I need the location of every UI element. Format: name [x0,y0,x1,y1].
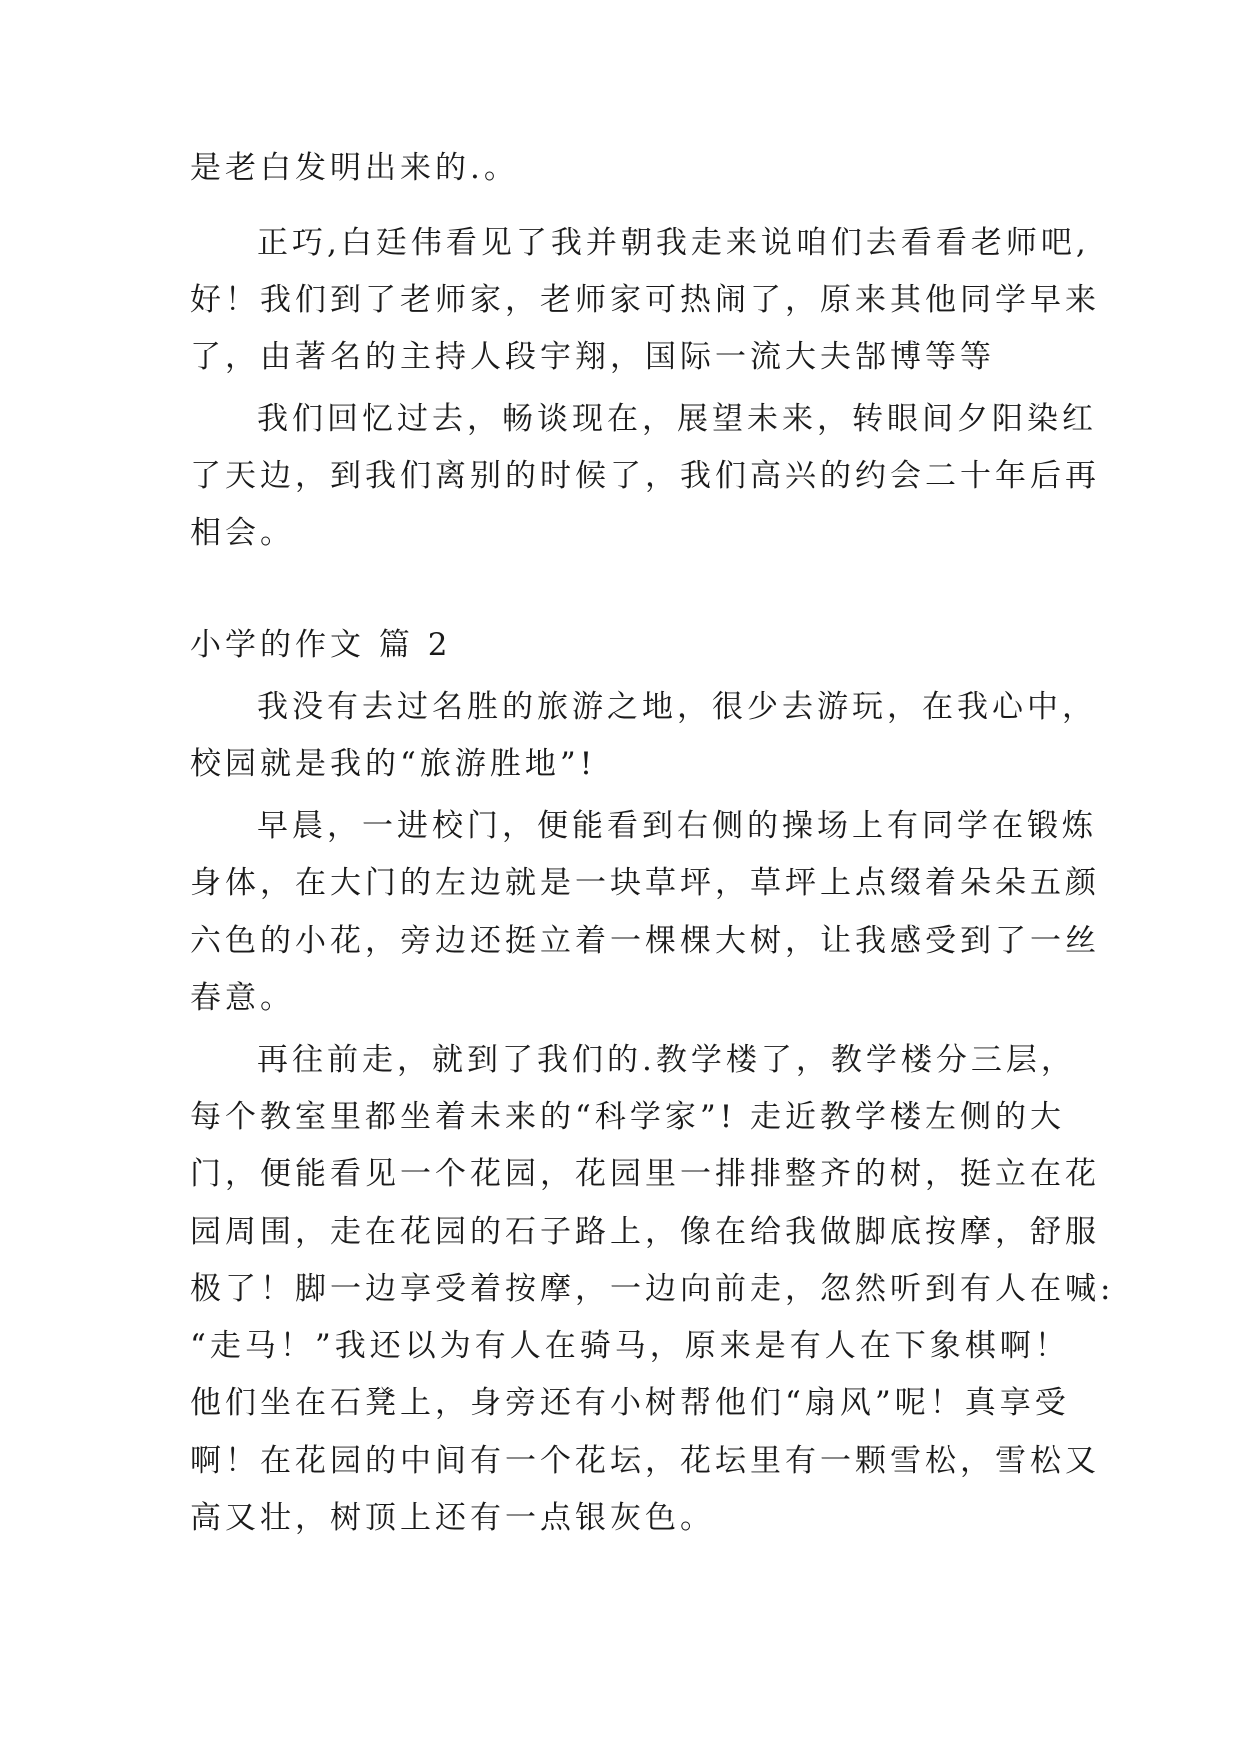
text-line: 春意。 [190,980,295,1016]
section-heading: 小学的作文 篇 2 [190,627,452,663]
paragraph-first-line: 早晨，一进校门，便能看到右侧的操场上有同学在锻炼 [257,808,1097,844]
paragraph-first-line: 再往前走，就到了我们的.教学楼了，教学楼分三层， [257,1042,1076,1078]
text-line: 每个教室里都坐着未来的“科学家”! 走近教学楼左侧的大 [190,1099,1066,1135]
text-line: 是老白发明出来的.。 [190,150,519,186]
text-line: 他们坐在石凳上，身旁还有小树帮他们“扇风”呢！真享受 [190,1385,1070,1421]
text-line: 园周围，走在花园的石子路上，像在给我做脚底按摩，舒服 [190,1214,1100,1250]
text-line: 极了！脚一边享受着按摩，一边向前走，忽然听到有人在喊: [190,1271,1115,1307]
text-line: 高又壮，树顶上还有一点银灰色。 [190,1500,715,1536]
text-line: “走马！”我还以为有人在骑马，原来是有人在下象棋啊！ [190,1328,1070,1364]
text-line: 了，由著名的主持人段宇翔，国际一流大夫郜博等等 [190,339,995,375]
text-line: 校园就是我的“旅游胜地”! [190,746,597,782]
paragraph-first-line: 我们回忆过去，畅谈现在，展望未来，转眼间夕阳染红 [257,401,1097,437]
paragraph-first-line: 我没有去过名胜的旅游之地，很少去游玩，在我心中， [257,689,1097,725]
paragraph-first-line: 正巧,白廷伟看见了我并朝我走来说咱们去看看老师吧, [257,225,1090,261]
text-line: 好！我们到了老师家，老师家可热闹了，原来其他同学早来 [190,282,1100,318]
text-line: 啊！在花园的中间有一个花坛，花坛里有一颗雪松，雪松又 [190,1443,1100,1479]
text-line: 身体，在大门的左边就是一块草坪，草坪上点缀着朵朵五颜 [190,865,1100,901]
text-line: 六色的小花，旁边还挺立着一棵棵大树，让我感受到了一丝 [190,923,1100,959]
text-line: 门，便能看见一个花园，花园里一排排整齐的树，挺立在花 [190,1156,1100,1192]
text-line: 了天边，到我们离别的时候了，我们高兴的约会二十年后再 [190,458,1100,494]
text-line: 相会。 [190,515,295,551]
